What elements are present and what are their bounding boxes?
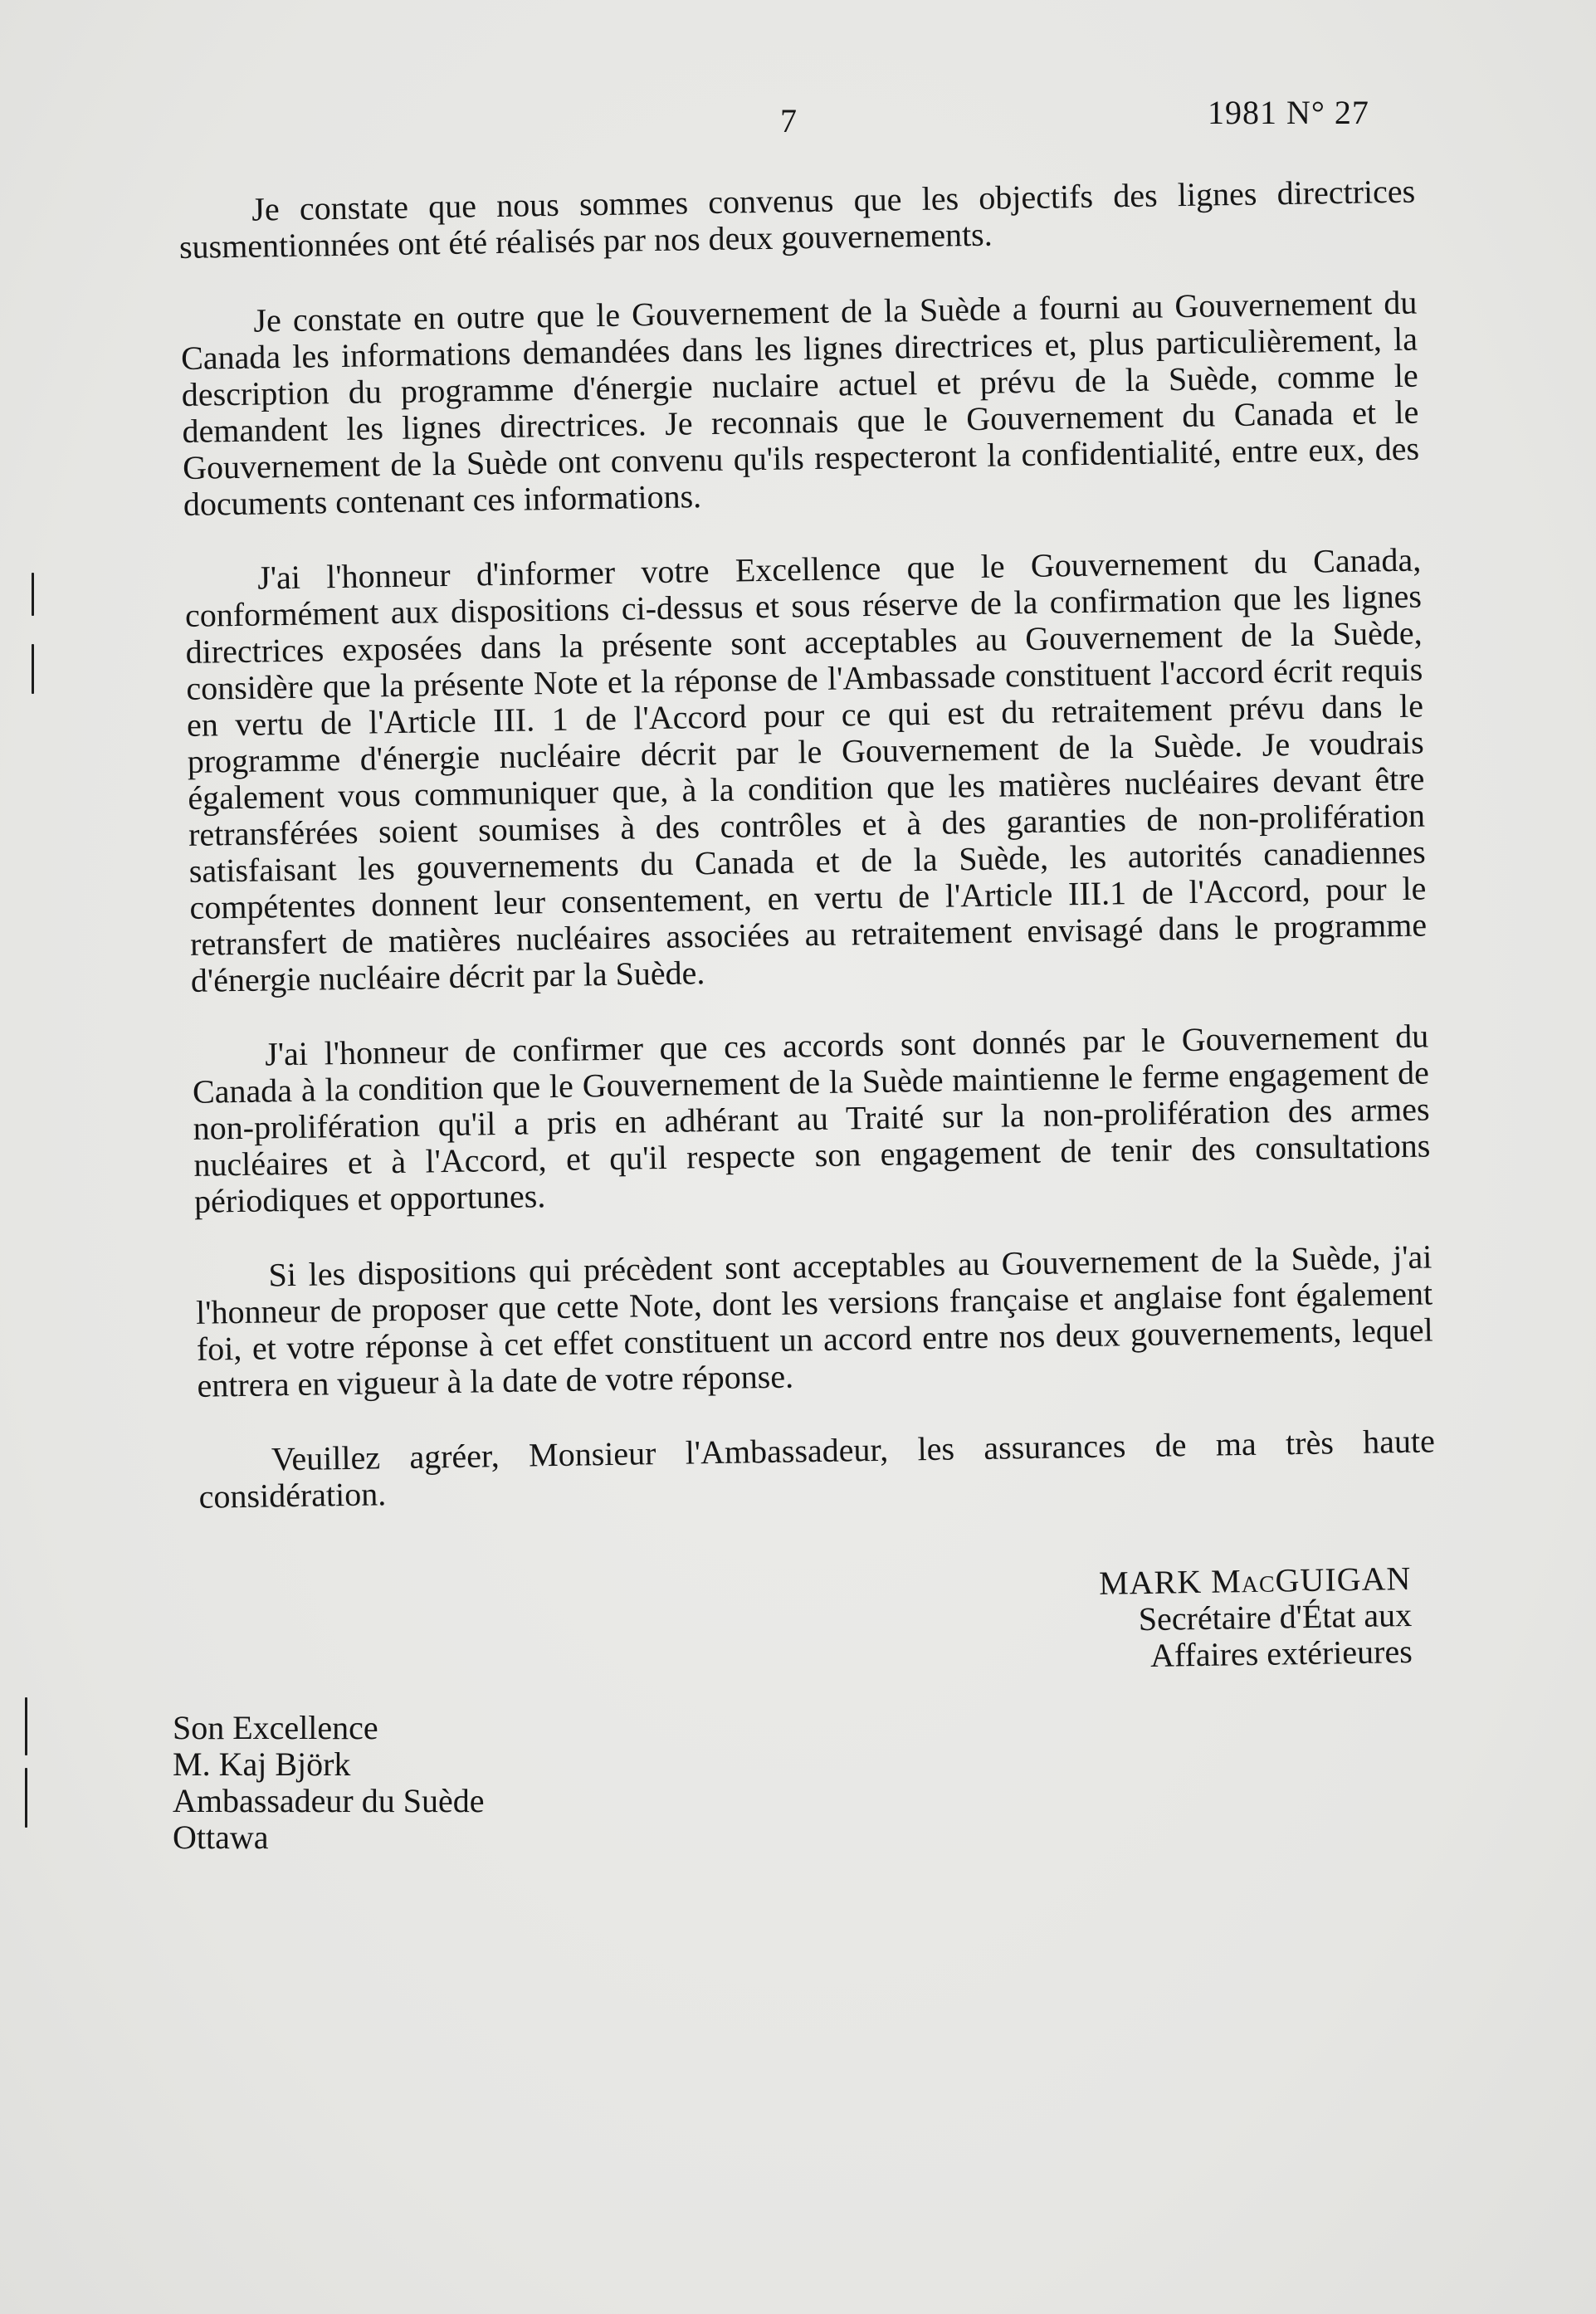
addressee-block (173, 1710, 484, 1856)
page-number: 7 (780, 102, 797, 139)
addressee-line: Son Excellence (173, 1709, 378, 1746)
paragraph: Je constate en outre que le Gouvernement de la Suède a fourni au Gouvernement du Canada les informations demandées dans les lignes directrices et, plus particulièrement, la description du programme d'énergie nuclaire actuel et prévu de la Suède, comme le demandent les lignes directrices. Je reconnais que le Gouvernement du Canada et le Gouvernement de la Suède ont convenu qu'ils respecteront la confidentialité, entre eux, des documents contenant ces informations. (180, 283, 1420, 523)
signatory-name: MARK MacGUIGAN (1098, 1560, 1412, 1602)
addressee-line: Ambassadeur du Suède (173, 1782, 485, 1819)
letter-body (178, 173, 1437, 1554)
margin-mark (32, 573, 34, 616)
closing-paragraph: Veuillez agréer, Monsieur l'Ambassadeur, les assurances de ma très haute considération. (198, 1422, 1436, 1516)
addressee-name: M. Kaj Björk (173, 1745, 351, 1783)
addressee-line: Ottawa (173, 1818, 269, 1856)
margin-mark (32, 644, 34, 694)
paragraph: Je constate que nous sommes convenus que les objectifs des lignes directrices susmentionnées ont été réalisés par nos deux gouvernements. (178, 172, 1416, 266)
paragraph: J'ai l'honneur de confirmer que ces accords sont donnés par le Gouvernement du Canada à la condition que le Gouvernement de la Suède maintienne le ferme engagement de non-prolifération qu'il a pris en adhérant au Traité sur la non-prolifération des armes nucléaires et à l'Accord, et qu'il respecte son engagement de tenir des consultations périodiques et opportunes. (192, 1017, 1431, 1220)
signatory-title: Secrétaire d'État aux (1138, 1595, 1413, 1638)
treaty-reference: 1981 N° 27 (1208, 94, 1369, 131)
paragraph: Si les dispositions qui précèdent sont acceptables au Gouvernement de la Suède, j'ai l'honneur de proposer que cette Note, dont les versions française et anglaise font également foi, et votre réponse à cet effet constituent un accord entre nos deux gouvernements, lequel entrera en vigueur à la date de votre réponse. (195, 1238, 1434, 1404)
margin-mark (25, 1768, 27, 1828)
margin-mark (25, 1697, 27, 1755)
signatory-title: Affaires extérieures (1149, 1632, 1413, 1674)
paragraph: J'ai l'honneur d'informer votre Excellence que le Gouvernement du Canada, conformément aux dispositions ci-dessus et sous réserve de la confirmation que les lignes directrices exposées dans la présente sont acceptables au Gouvernement de la Suède, considère que la présente Note et la réponse de l'Ambassade constituent l'accord écrit requis en vertu de l'Article III. 1 de l'Accord pour ce qui est du retraitement prévu dans le programme d'énergie nucléaire décrit par le Gouvernement de la Suède. Je voudrais également vous communiquer que, à la condition que les matières nucléaires devant être retransférées soient soumises à des contrôles et à des garanties de non-prolifération satisfaisant les gouvernements du Canada et de la Suède, les autorités canadiennes compétentes donnent leur consentement, en vertu de l'Article III.1 de l'Accord, pour le retransfert de matières nucléaires associées au retraitement envisagé dans le programme d'énergie nucléaire décrit par la Suède. (184, 540, 1428, 999)
signature-block (1062, 1560, 1413, 1676)
